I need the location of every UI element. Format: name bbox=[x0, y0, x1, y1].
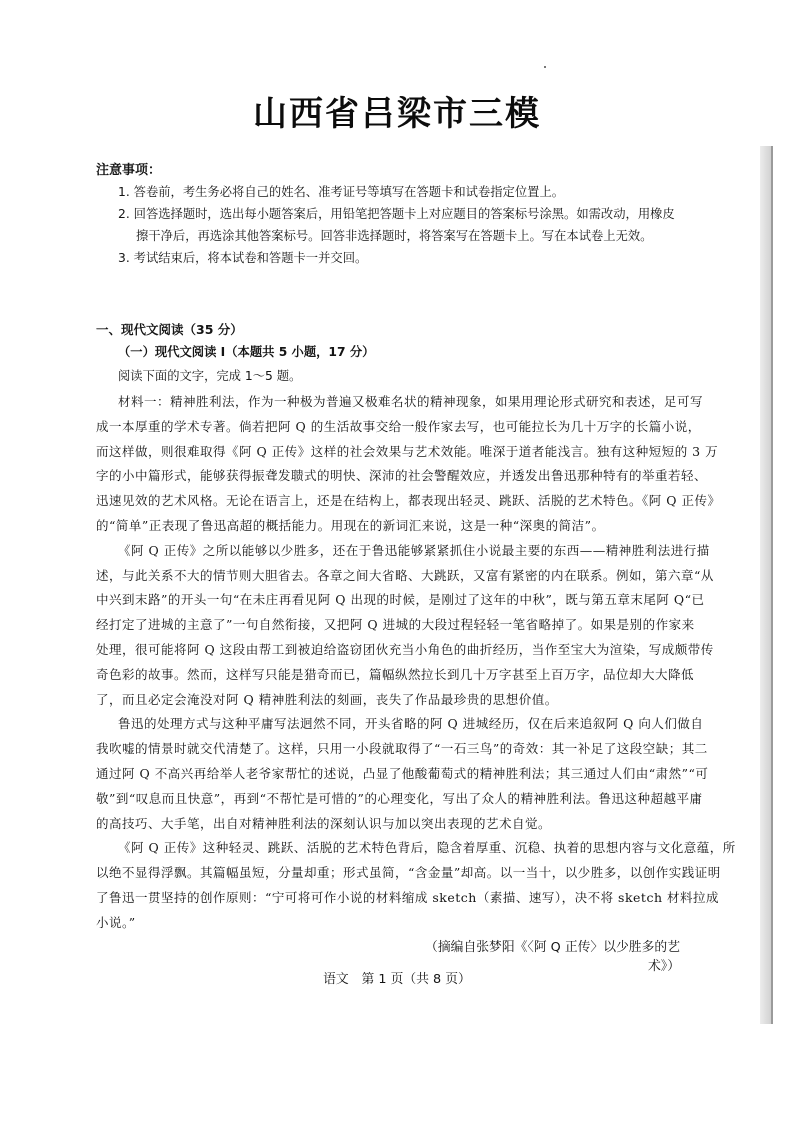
passage-line: 经打定了进城的主意了”一句自然衔接，又把阿 Q 进城的大段过程轻轻一笔省略掉了。如果是别的作家来 bbox=[96, 617, 695, 633]
notice-item: 2. 回答选择题时，选出每小题答案后，用铅笔把答题卡上对应题目的答案标号涂黑。如需改动，用橡皮 bbox=[118, 207, 675, 221]
exam-title: 山西省吕梁市三模 bbox=[253, 94, 541, 134]
passage-line: 奇色彩的故事。然而，这样写只能是猎奇而已，篇幅纵然拉长到几十万字甚至上百万字，品位却大大降低 bbox=[96, 666, 695, 682]
notice-item: 擦干净后，再选涂其他答案标号。回答非选择题时，将答案写在答题卡上。写在本试卷上无效。 bbox=[136, 229, 653, 243]
section-heading: 一、现代文阅读（35 分） bbox=[96, 322, 243, 337]
source-citation: （摘编自张梦阳《〈阿 Q 正传〉以少胜多的艺术》） bbox=[425, 940, 680, 974]
page-edge-line bbox=[771, 146, 773, 1024]
passage-line: 通过阿 Q 不高兴再给举人老爷家帮忙的述说，凸显了他酸葡萄式的精神胜利法；其三通过人们由“肃然”“可 bbox=[96, 766, 709, 781]
passage-line: 了鲁迅一贯坚持的创作原则：“宁可将可作小说的材料缩成 sketch（素描、速写），决不将 sketch 材料拉成 bbox=[96, 890, 719, 905]
passage-line: 我吹嘘的情景时就交代清楚了。这样，只用一小段就取得了“一石三鸟”的奇效：其一补足了这段空缺；其二 bbox=[96, 741, 708, 757]
page-footer: 语文 第 1 页（共 8 页） bbox=[323, 972, 471, 987]
notice-item: 1. 答卷前，考生务必将自己的姓名、准考证号等填写在答题卡和试卷指定位置上。 bbox=[118, 185, 565, 199]
passage-line: 了，而且必定会淹没对阿 Q 精神胜利法的刻画，丧失了作品最珍贵的思想价值。 bbox=[96, 691, 558, 707]
passage-line: 成一本厚重的学术专著。倘若把阿 Q 的生活故事交给一般作家去写，也可能拉长为几十万字的长篇小说， bbox=[96, 418, 701, 434]
reading-instruction: 阅读下面的文字，完成 1～5 题。 bbox=[118, 369, 302, 383]
passage-line: 迅速见效的艺术风格。无论在语言上，还是在结构上，都表现出轻灵、跳跃、活脱的艺术特色。《阿 Q 正传》 bbox=[96, 493, 721, 509]
passage-line: 小说。” bbox=[96, 914, 136, 930]
scan-speck bbox=[544, 66, 546, 68]
passage-line: 《阿 Q 正传》这种轻灵、跳跃、活脱的艺术特色背后，隐含着厚重、沉稳、执着的思想内容与文化意蕴，所 bbox=[118, 840, 736, 856]
passage-line: 述，与此关系不大的情节则大胆省去。各章之间大省略、大跳跃，又富有紧密的内在联系。例如，第六章“从 bbox=[96, 567, 714, 583]
passage-line: 的高技巧、大手笔，出自对精神胜利法的深刻认识与加以突出表现的艺术自觉。 bbox=[96, 815, 552, 831]
passage-line: 《阿 Q 正传》之所以能够以少胜多，还在于鲁迅能够紧紧抓住小说最主要的东西——精神胜利法进行描 bbox=[118, 542, 710, 558]
subsection-heading: （一）现代文阅读 Ⅰ（本题共 5 小题，17 分） bbox=[118, 345, 375, 359]
passage-line: 鲁迅的处理方式与这种平庸写法迥然不同，开头省略的阿 Q 进城经历，仅在后来追叙阿 Q 向人们做自 bbox=[118, 716, 704, 732]
passage-line: 材料一：精神胜利法，作为一种极为普遍又极难名状的精神现象，如果用理论形式研究和表述，足可写 bbox=[118, 394, 704, 409]
passage-line: 以绝不显得浮飘。其篇幅虽短，分量却重；形式虽简，“含金量”却高。以一当十，以少胜多，以创作实践证明 bbox=[96, 865, 721, 881]
passage-line: 而这样做，则很难取得《阿 Q 正传》这样的社会效果与艺术效能。唯深于道者能浅言。独有这种短短的 3 万 bbox=[96, 443, 719, 459]
passage-line: 处理，很可能将阿 Q 这段由帮工到被迫给盗窃团伙充当小角色的曲折经历，当作至宝大为渲染，写成颇带传 bbox=[96, 642, 714, 657]
notice-item: 3. 考试结束后，将本试卷和答题卡一并交回。 bbox=[118, 251, 368, 265]
passage-line: 敬”到“叹息而且快意”，再到“不帮忙是可惜的”的心理变化，写出了众人的精神胜利法。鲁迅这种超越平庸 bbox=[96, 790, 703, 806]
passage-line: 中兴到末路”的开头一句“在未庄再看见阿 Q 出现的时候，是刚过了这年的中秋”，既与第五章末尾阿 Q“已 bbox=[96, 592, 705, 608]
passage-line: 的“简单”正表现了鲁迅高超的概括能力。用现在的新词汇来说，这是一种“深奥的简洁”。 bbox=[96, 518, 605, 533]
passage-line: 字的小中篇形式，能够获得振聋发聩式的明快、深沛的社会警醒效应，并透发出鲁迅那种特有的举重若轻、 bbox=[96, 468, 708, 484]
notice-heading: 注意事项： bbox=[96, 163, 162, 178]
